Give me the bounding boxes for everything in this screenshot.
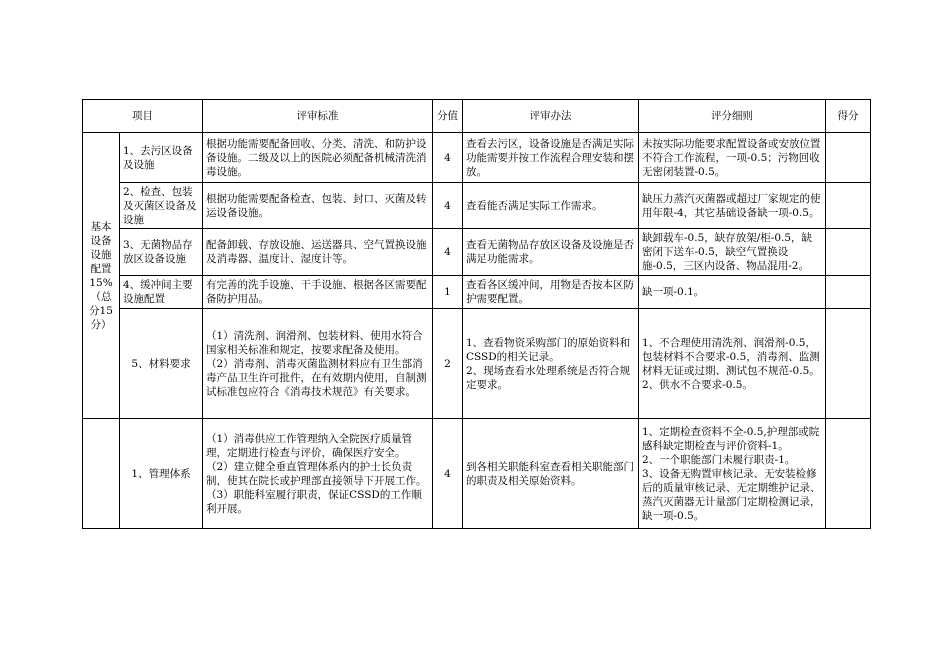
method-cell: 查看能否满足实际工作需求。 [463,183,639,229]
header-criteria: 评审标准 [203,100,433,133]
item-cell: 2、检查、包装及灭菌区设备及设施 [120,183,203,229]
got-cell[interactable] [826,229,871,276]
table-row [83,419,871,529]
category-cell [83,419,120,529]
header-score: 分值 [433,100,463,133]
got-cell[interactable] [826,309,871,419]
item-cell: 1、去污区设备及设施 [120,133,203,183]
item-cell: 3、无菌物品存放区设备设施 [120,229,203,276]
criteria-paragraph: （2）建立健全垂直管理体系内的护士长负责制，使其在院长或护理部直接领导下开展工作。 [206,460,427,487]
got-cell[interactable] [826,419,871,529]
criteria-paragraph: （1）消毒供应工作管理纳入全院医疗质量管理，定期进行检查与评价，确保医疗安全。 [206,432,413,459]
method-cell: 查看无菌物品存放区设备及设施是否满足功能需求。 [463,229,639,276]
rules-cell: 缺卸载车-0.5，缺存放架/柜-0.5，缺密闭下送车-0.5，缺空气置换设施-0.5，三区内设备、物品混用-2。 [639,229,826,276]
rules-cell: 未按实际功能要求配置设备或安放位置不符合工作流程，一项-0.5；污物回收无密闭装置-0.5。 [639,133,826,183]
table-row [83,276,871,309]
method-cell: 查看去污区，设备设施是否满足实际功能需要并按工作流程合理安装和摆放。 [463,133,639,183]
score-cell: 4 [433,229,463,276]
score-cell: 2 [433,309,463,419]
score-cell: 4 [433,419,463,529]
got-cell[interactable] [826,133,871,183]
score-cell: 1 [433,276,463,309]
rules-cell: 缺压力蒸汽灭菌器或超过厂家规定的使用年限-4，其它基础设备缺一项-0.5。 [639,183,826,229]
criteria-cell: 有完善的洗手设施、干手设施、根据各区需要配备防护用品。 [203,276,433,309]
got-cell[interactable] [826,183,871,229]
got-cell[interactable] [826,276,871,309]
score-cell: 4 [433,133,463,183]
item-cell: 4、缓冲间主要设施配置 [120,276,203,309]
score-cell: 4 [433,183,463,229]
header-got: 得分 [826,100,871,133]
criteria-paragraph: （2）消毒剂、消毒灭菌监测材料应有卫生部消毒产品卫生许可批件，在有效期内使用，自制测试标准包应符合《消毒技术规范》有关要求。 [206,357,427,398]
criteria-paragraph: （1）清洗剂、润滑剂、包装材料、使用水符合国家相关标准和规定，按要求配备及使用。 [206,329,423,356]
header-item: 项目 [83,100,203,133]
criteria-paragraph: （3）职能科室履行职责，保证CSSD的工作顺利开展。 [206,488,422,515]
criteria-cell [203,309,433,419]
header-method: 评审办法 [463,100,639,133]
table-row [83,309,871,419]
header-row [83,100,871,133]
table-row [83,133,871,183]
item-cell: 5、材料要求 [120,309,203,419]
evaluation-table [82,99,871,529]
method-cell: 1、查看物资采购部门的原始资料和CSSD的相关记录。 2、现场查看水处理系统是否符合规定要求。 [463,309,639,419]
table-row [83,229,871,276]
criteria-cell [203,419,433,529]
rules-cell: 缺一项-0.1。 [639,276,826,309]
rules-cell: 1、定期检查资料不全-0.5,护理部或院感科缺定期检查与评价资料-1。 2、一个职能部门未履行职责-1。 3、设备无购置审核记录、无安装检修后的质量审核记录、无定期维护记录、蒸汽灭菌器无计量部门定期检测记录，缺一项-0.5。 [639,419,826,529]
criteria-cell: 根据功能需要配备检查、包装、封口、灭菌及转运设备设施。 [203,183,433,229]
rules-cell: 1、不合理使用清洗剂、润滑剂-0.5，包装材料不合要求-0.5，消毒剂、监测材料无证或过期、测试包不规范-0.5。 2、供水不合要求-0.5。 [639,309,826,419]
criteria-cell: 根据功能需要配备回收、分类、清洗、和防护设备设施。二级及以上的医院必须配备机械清洗消毒设施。 [203,133,433,183]
criteria-cell: 配备卸载、存放设施、运送器具、空气置换设施及消毒器、温度计、湿度计等。 [203,229,433,276]
header-rules: 评分细则 [639,100,826,133]
method-cell: 到各相关职能科室查看相关职能部门的职责及相关原始资料。 [463,419,639,529]
method-cell: 查看各区缓冲间，用物是否按本区防护需要配置。 [463,276,639,309]
item-cell: 1、管理体系 [120,419,203,529]
table-row [83,183,871,229]
category-cell: 基本设备设施配置15%（总分15分） [83,133,120,419]
